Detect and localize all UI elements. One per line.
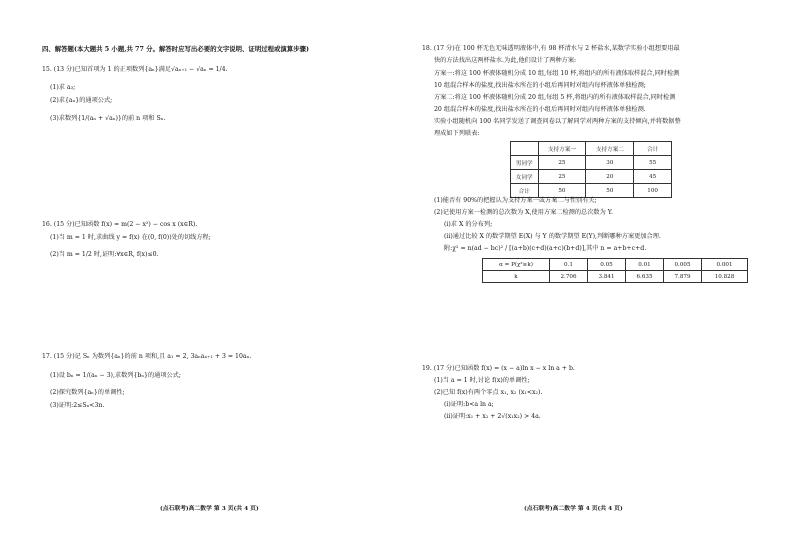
table-cell: 45 (634, 170, 672, 184)
table-cell: 55 (634, 156, 672, 170)
table-cell: 10.828 (702, 271, 748, 283)
table-header-row (511, 142, 672, 156)
table-row (511, 170, 672, 184)
table-cell: 7.879 (664, 271, 702, 283)
table-cell: 合计 (634, 142, 672, 156)
table-cell: 50 (586, 184, 634, 198)
q18-line-3: 方案一:将这 100 杯液体随机分成 10 组,每组 10 杯,将组内的所有液体取样混合,同时检测 (434, 70, 680, 77)
q19-part-1: (1)当 a = 1 时,讨论 f(x)的单调性; (434, 377, 530, 384)
table-cell: 6.635 (626, 271, 664, 283)
table-cell: 0.05 (588, 259, 626, 271)
q19-part-2-ii: (ⅱ)证明:x₁ + x₂ + 2√(x₁x₂) > 4a. (444, 413, 541, 420)
table-cell: 0.01 (626, 259, 664, 271)
q19-part-2-i: (ⅰ)证明:b<a ln a; (444, 401, 494, 408)
table-cell: 20 (586, 170, 634, 184)
q17-part-1: (1)设 bₙ = 1/(aₙ − 3),求数列{bₙ}的通项公式; (50, 372, 182, 379)
q18-line-2: 快的方法找出这两杯盐水.为此,他们设计了两种方案: (434, 57, 577, 64)
q18-line-5: 方案二:将这 100 杯液体随机分成 20 组,每组 5 杯,将组内的所有液体取样混合,同时检测 (434, 94, 676, 101)
q18-line-1: 18. (17 分)在 100 杯无色无味透明液体中,有 98 杯清水与 2 杯盐水,某数学实验小组想要用最 (422, 45, 680, 52)
q19-stem: 19. (17 分)已知函数 f(x) = (x − a)ln x − x ln a + b. (422, 365, 575, 372)
table-cell: 0.1 (550, 259, 588, 271)
q16-stem: 16. (15 分)已知函数 f(x) = m(2 − x²) − cos x (x∈R). (42, 221, 198, 228)
section-heading: 四、解答题(本大题共 5 小题,共 77 分。解答时应写出必要的文字说明、证明过程或演算步骤) (42, 45, 309, 53)
table-cell: k (483, 271, 550, 283)
table-cell: 0.001 (702, 259, 748, 271)
q15-stem: 15. (13 分)已知首项为 1 的正项数列{aₙ}满足√aₙ₊₁ − √aₙ = 1/4. (42, 66, 228, 73)
table-cell: 合计 (511, 184, 539, 198)
q15-part-2: (2)求{aₙ}的通项公式; (50, 97, 113, 104)
q18-line-6: 20 组混合样本的盐度,找出盐水所在的小组后再同时对组内每杯液体单独检测. (434, 106, 646, 113)
table-cell: 0.005 (664, 259, 702, 271)
table-cell: 25 (538, 170, 586, 184)
contingency-table (510, 141, 672, 198)
q15-part-3: (3)求数列{1/(aₙ + √aₙ)}的前 n 项和 Sₙ. (50, 115, 166, 122)
table-cell: 支持方案一 (538, 142, 586, 156)
table-cell: 25 (538, 156, 586, 170)
table-cell: 2.706 (550, 271, 588, 283)
table-row (483, 271, 748, 283)
q18-part-1: (1)能否有 90%的把握认为支持方案一或方案二与性别有关; (434, 197, 597, 204)
table-row (511, 184, 672, 198)
q18-part-2: (2)记使用方案一检测的总次数为 X,使用方案二检测的总次数为 Y. (434, 209, 614, 216)
page-footer: (点石联考)高二数学 第 4 页(共 4 页) (524, 506, 623, 512)
q18-part-2-ii: (ⅱ)通过比较 X 的数学期望 E(X) 与 Y 的数学期望 E(Y),判断哪种方案更加合理. (444, 233, 661, 240)
q18-line-8: 理成如下列联表: (434, 130, 480, 137)
table-cell (511, 142, 539, 156)
chi-square-formula: 附:χ² = n(ad − bc)² / [(a+b)(c+d)(a+c)(b+d)],其中 n = a+b+c+d. (444, 245, 647, 252)
page-4 (400, 0, 800, 546)
table-cell: 男同学 (511, 156, 539, 170)
table-cell: 支持方案二 (586, 142, 634, 156)
q18-line-4: 10 组混合样本的盐度,找出盐水所在的小组后再同时对组内每杯液体单独检测; (434, 82, 646, 89)
q18-part-2-i: (ⅰ)求 X 的分布列; (444, 221, 493, 228)
q17-part-2: (2)探究数列{aₙ}的单调性; (50, 389, 125, 396)
q17-part-3: (3)证明:2≤Sₙ<3n. (50, 402, 105, 409)
q16-part-2: (2)当 m = 1/2 时,证明:∀x∈R, f(x)≤0. (50, 251, 159, 258)
q19-part-2: (2)已知 f(x)有两个零点 x₁, x₂ (x₁<x₂). (434, 389, 543, 396)
table-cell: 30 (586, 156, 634, 170)
q15-part-1: (1)求 a₃; (50, 84, 76, 91)
table-cell: 3.841 (588, 271, 626, 283)
table-cell: 女同学 (511, 170, 539, 184)
table-cell: 50 (538, 184, 586, 198)
q18-line-7: 实验小组随机向 100 名同学发送了调查问卷以了解同学对两种方案的支持倾向,并将数据整 (434, 118, 681, 125)
q17-stem: 17. (15 分)记 Sₙ 为数列{aₙ}的前 n 项和,且 a₁ = 2, 3aₙaₙ₊₁ + 3 = 10aₙ. (42, 353, 252, 360)
page-footer: (点石联考)高二数学 第 3 页(共 4 页) (160, 506, 259, 512)
q16-part-1: (1)当 m = 1 时,求曲线 y = f(x) 在(0, f(0))处的切线方程; (50, 234, 211, 241)
table-cell: 100 (634, 184, 672, 198)
table-row (511, 156, 672, 170)
table-cell: α = P(χ²≥k) (483, 259, 550, 271)
critical-value-table (482, 258, 748, 283)
table-row (483, 259, 748, 271)
